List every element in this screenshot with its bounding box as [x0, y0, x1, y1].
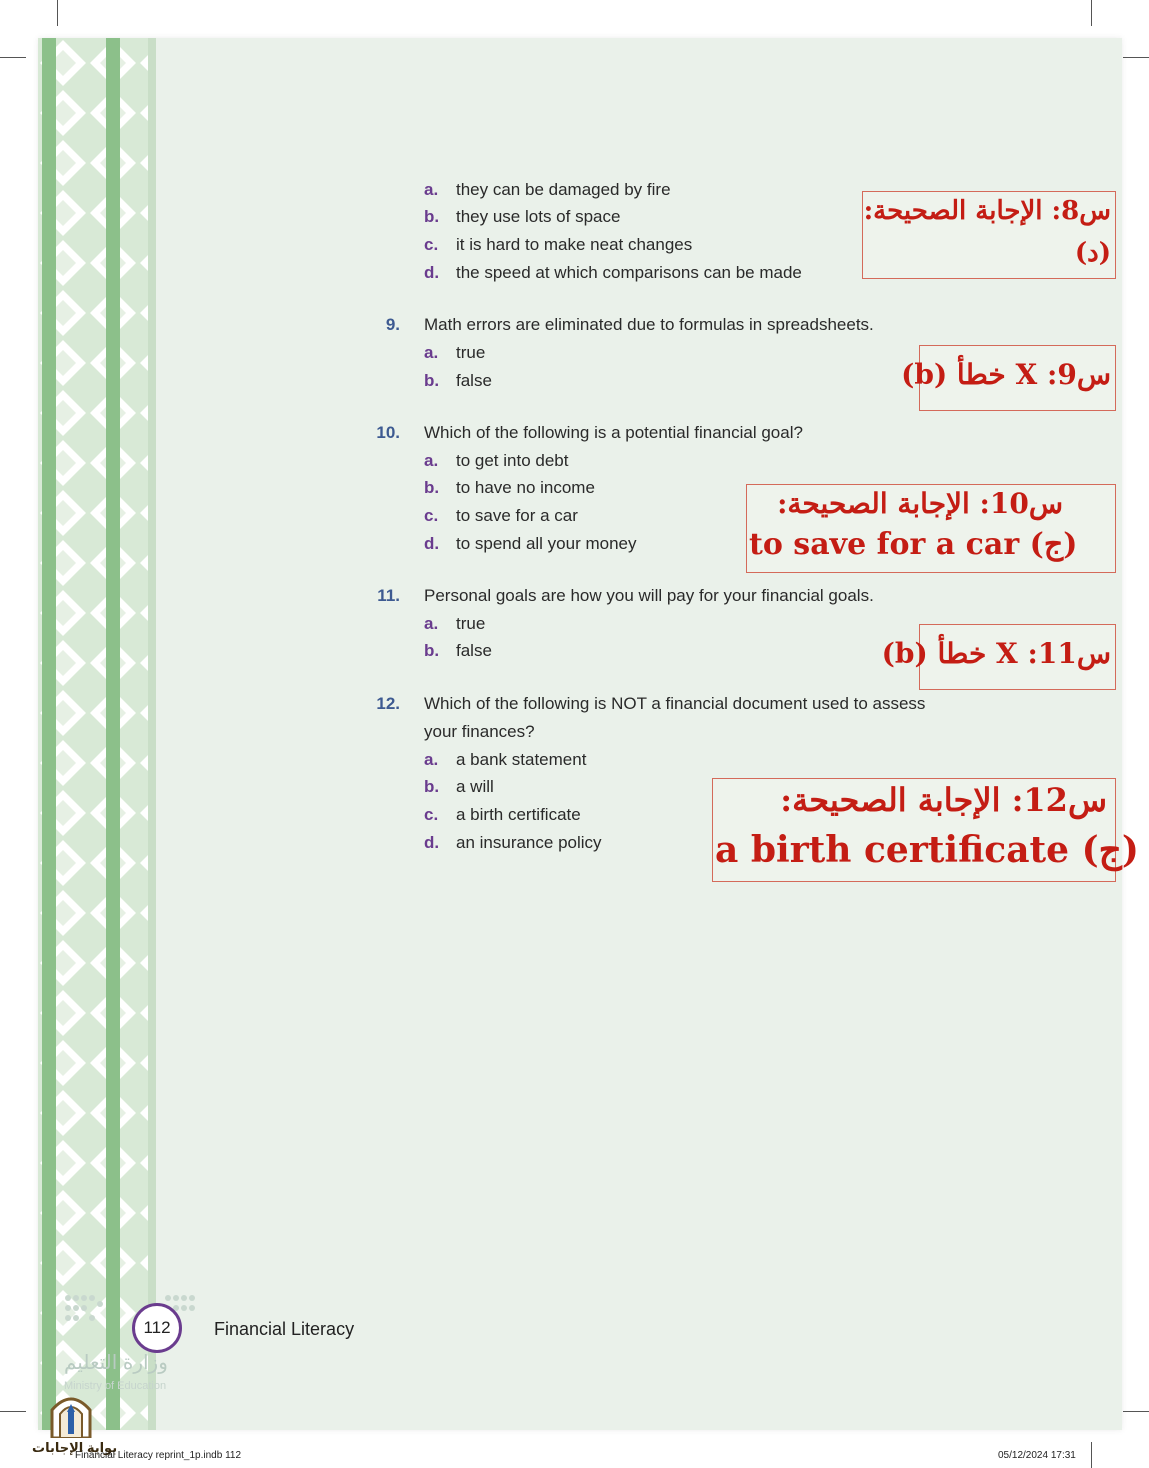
option-10b: b. to have no income — [424, 478, 595, 497]
timestamp: 05/12/2024 17:31 — [998, 1450, 1076, 1461]
option-10a: a. to get into debt — [424, 451, 569, 470]
answer-box-8 — [862, 191, 1116, 279]
question-number-12: 12. — [376, 694, 400, 713]
answer-8-line2: (د) — [1074, 238, 1111, 268]
ministry-name-en: Ministry of Education — [64, 1380, 167, 1392]
ministry-name-ar: وزارة التعليم — [64, 1352, 168, 1374]
answer-box-10 — [746, 484, 1116, 573]
crop-mark — [0, 57, 26, 58]
question-number-11: 11. — [377, 586, 400, 605]
answer-box-12 — [712, 778, 1139, 882]
crop-mark — [1123, 57, 1149, 58]
option-12b: b. a will — [424, 777, 494, 796]
mosque-icon — [48, 1388, 94, 1438]
answer-11-line1: س11: X خطأ (b) — [881, 637, 1111, 670]
question-text-12-line2: your finances? — [424, 722, 535, 741]
option-8c: c. it is hard to make neat changes — [424, 235, 693, 254]
answer-10-line2: to save for a car (ج) — [749, 527, 1078, 562]
answer-8-line1: س8: الإجابة الصحيحة: — [863, 196, 1111, 226]
option-8d: d. the speed at which comparisons can be made — [424, 263, 802, 282]
option-10d: d. to spend all your money — [424, 534, 637, 553]
crop-mark — [1091, 0, 1092, 26]
option-8a: a. they can be damaged by fire — [424, 180, 671, 199]
crop-mark — [1123, 1411, 1149, 1412]
answer-10-line1: س10: الإجابة الصحيحة: — [777, 487, 1063, 520]
crop-mark — [1091, 1442, 1092, 1468]
question-number-10: 10. — [376, 423, 400, 442]
watermark-text: بوابة الإجابات — [32, 1440, 118, 1455]
question-text-9: Math errors are eliminated due to formulas in spreadsheets. — [424, 315, 874, 334]
option-8b: b. they use lots of space — [424, 207, 621, 226]
crop-mark — [57, 0, 58, 26]
answer-12-line1: س12: الإجابة الصحيحة: — [780, 781, 1107, 819]
answer-12-line2: a birth certificate (ج) — [715, 829, 1139, 871]
option-9b: b. false — [424, 371, 492, 390]
question-text-10: Which of the following is a potential financial goal? — [424, 423, 803, 442]
question-text-12-line1: Which of the following is NOT a financial document used to assess — [424, 694, 926, 713]
option-11b: b. false — [424, 641, 492, 660]
question-text-11: Personal goals are how you will pay for your financial goals. — [424, 586, 874, 605]
option-10c: c. to save for a car — [424, 506, 578, 525]
question-number-9: 9. — [385, 315, 400, 334]
book-title: Financial Literacy — [214, 1319, 355, 1339]
option-11a: a. true — [424, 614, 486, 633]
answer-box-9 — [901, 345, 1116, 411]
page-number-badge: 112 — [132, 1303, 182, 1353]
answer-box-11 — [881, 624, 1116, 690]
option-12d: d. an insurance policy — [424, 833, 602, 852]
file-info: Financial Literacy reprint_1p.indb 112 — [75, 1450, 242, 1461]
option-9a: a. true — [424, 343, 486, 362]
option-12a: a. a bank statement — [424, 750, 587, 769]
crop-mark — [0, 1411, 26, 1412]
decorative-border — [38, 38, 156, 1430]
option-12c: c. a birth certificate — [424, 805, 581, 824]
answer-9-line1: س9: X خطأ (b) — [901, 358, 1111, 391]
